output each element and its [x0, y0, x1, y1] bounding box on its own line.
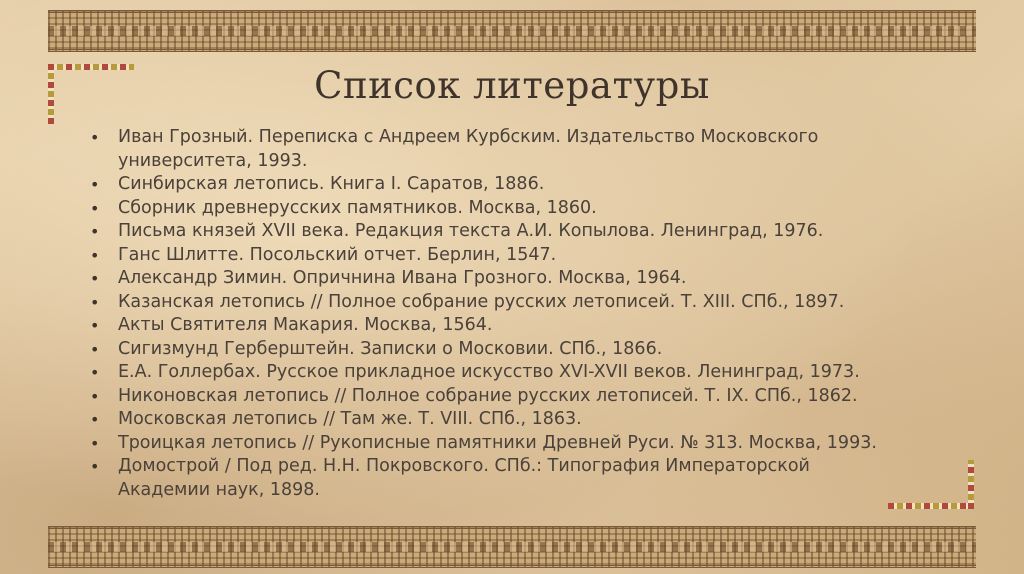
- bibliography-list: [90, 126, 890, 502]
- list-item: [90, 314, 890, 338]
- bullet-icon: •: [90, 245, 100, 265]
- list-item-text: Иван Грозный. Переписка с Андреем Курбским. Издательство Московского университета, 1993.: [118, 127, 819, 171]
- list-item-text: Казанская летопись // Полное собрание русских летописей. Т. XIII. СПб., 1897.: [118, 291, 845, 312]
- list-item: [90, 361, 890, 385]
- list-item-text: Письма князей XVII века. Редакция текста А.И. Копылова. Ленинград, 1976.: [118, 221, 824, 241]
- bottom-right-corner-vertical: [968, 460, 974, 509]
- top-ornament-pattern: [48, 26, 976, 36]
- list-item: [90, 126, 890, 173]
- list-item: [90, 197, 890, 221]
- bullet-icon: •: [90, 198, 100, 218]
- list-item-text: Троицкая летопись // Рукописные памятники Древней Руси. № 313. Москва, 1993.: [118, 432, 877, 453]
- list-item: [90, 432, 890, 456]
- bullet-icon: •: [90, 175, 100, 194]
- list-item: [90, 455, 890, 502]
- list-item-text: Московская летопись // Там же. Т. VIII. СПб., 1863.: [118, 409, 582, 429]
- bullet-icon: •: [90, 316, 100, 335]
- bullet-icon: •: [90, 410, 100, 429]
- list-item: [90, 173, 890, 197]
- list-item-text: Сборник древнерусских памятников. Москва, 1860.: [118, 197, 597, 218]
- bullet-icon: •: [90, 433, 100, 453]
- list-item-text: Домострой / Под ред. Н.Н. Покровского. СПб.: Типография Императорской Академии наук, 1898.: [118, 456, 810, 500]
- bottom-ornament-pattern: [48, 542, 976, 552]
- bottom-ornament-band: [48, 526, 976, 568]
- list-item: [90, 338, 890, 362]
- list-item-text: Ганс Шлитте. Посольский отчет. Берлин, 1547.: [118, 244, 557, 265]
- slide-title: Список литературы: [314, 64, 710, 107]
- bullet-icon: •: [90, 128, 100, 147]
- bottom-right-corner-horizontal: [888, 503, 974, 509]
- bullet-icon: •: [90, 457, 100, 476]
- list-item: [90, 385, 890, 409]
- top-ornament-band: [48, 10, 976, 52]
- list-item-text: Синбирская летопись. Книга I. Саратов, 1886.: [118, 174, 545, 194]
- bullet-icon: •: [90, 269, 100, 288]
- bullet-icon: •: [90, 222, 100, 241]
- bullet-icon: •: [90, 386, 100, 406]
- list-item: [90, 291, 890, 315]
- list-item: [90, 408, 890, 432]
- list-item: [90, 244, 890, 268]
- list-item: [90, 267, 890, 291]
- bullet-icon: •: [90, 339, 100, 359]
- list-item-text: Акты Святителя Макария. Москва, 1564.: [118, 315, 493, 335]
- list-item-text: Е.А. Голлербах. Русское прикладное искусство XVI-XVII веков. Ленинград, 1973.: [118, 362, 860, 382]
- list-item-text: Никоновская летопись // Полное собрание русских летописей. Т. IX. СПб., 1862.: [118, 385, 858, 406]
- list-item-text: Сигизмунд Герберштейн. Записки о Московии. СПб., 1866.: [118, 338, 663, 359]
- list-item-text: Александр Зимин. Опричнина Ивана Грозного. Москва, 1964.: [118, 268, 687, 288]
- list-item: [90, 220, 890, 244]
- bullet-icon: •: [90, 363, 100, 382]
- bullet-icon: •: [90, 292, 100, 312]
